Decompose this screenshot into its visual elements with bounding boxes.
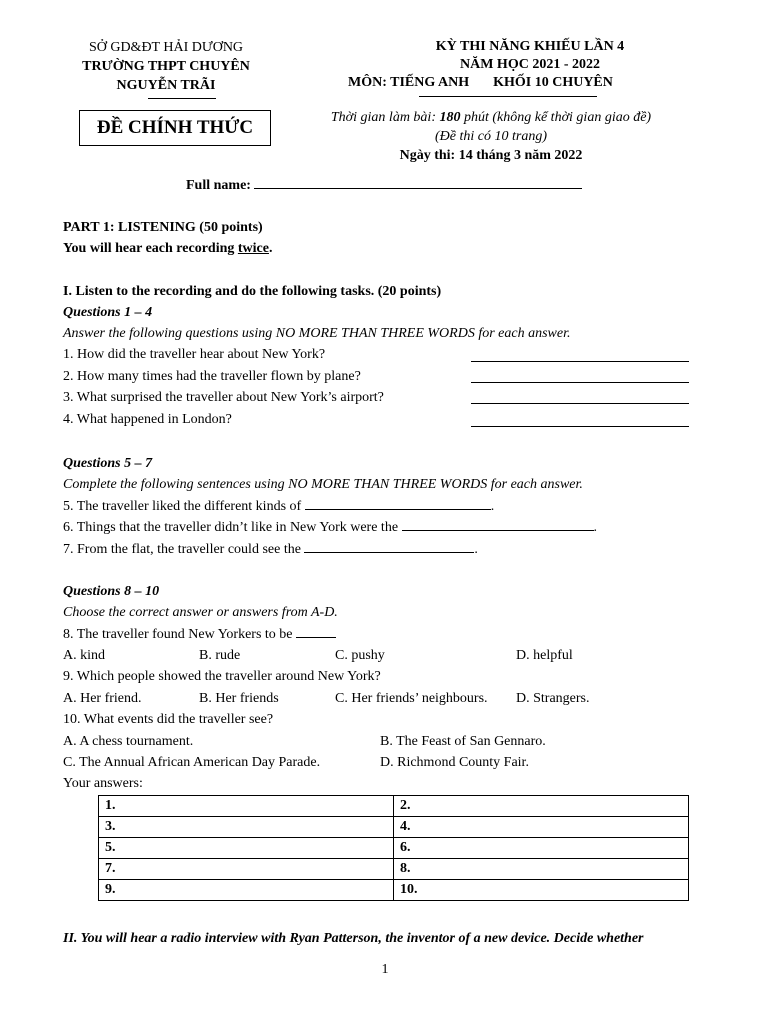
answer-cell-10[interactable]: 10. [394,880,689,901]
answer-cell-9[interactable]: 9. [99,880,394,901]
header-left-underline [148,98,216,99]
question-3: 3. What surprised the traveller about New York’s airport? [63,390,384,405]
q8-option-c: C. pushy [335,648,385,663]
question-6: 6. Things that the traveller didn’t like in New York were the . [63,516,597,537]
answer-cell-1[interactable]: 1. [99,796,394,817]
school-name-line2: NGUYỄN TRÃI [116,78,216,93]
answer-cell-5[interactable]: 5. [99,838,394,859]
answer-table-row [99,838,689,859]
q8-option-d: D. helpful [516,648,573,663]
answer-line-1[interactable] [471,361,689,362]
questions-5-7-instruction: Complete the following sentences using NO MORE THAN THREE WORDS for each answer. [63,477,583,492]
official-exam-label: ĐỀ CHÍNH THỨC [79,110,271,146]
answer-table-row [99,859,689,880]
question-5: 5. The traveller liked the different kinds of . [63,495,494,516]
answer-table-row [99,817,689,838]
question-7: 7. From the flat, the traveller could see the . [63,538,478,559]
answer-table-row [99,796,689,817]
answer-cell-2[interactable]: 2. [394,796,689,817]
full-name-field[interactable] [254,174,582,189]
question-2: 2. How many times had the traveller flown by plane? [63,369,361,384]
questions-1-4-instruction: Answer the following questions using NO MORE THAN THREE WORDS for each answer. [63,326,571,341]
your-answers-label: Your answers: [63,776,143,791]
answer-blank-7[interactable] [304,538,474,553]
answer-blank-8[interactable] [296,623,336,638]
answer-cell-3[interactable]: 3. [99,817,394,838]
q10-option-c: C. The Annual African American Day Parade. [63,755,321,770]
answer-line-4[interactable] [471,426,689,427]
school-name-line1: TRƯỜNG THPT CHUYÊN [82,59,250,74]
q9-option-b: B. Her friends [199,691,279,706]
q10-option-b: B. The Feast of San Gennaro. [380,734,546,749]
q10-option-d: D. Richmond County Fair. [380,755,529,770]
header-left [66,38,266,95]
answer-cell-7[interactable]: 7. [99,859,394,880]
subject-line [348,74,613,92]
questions-5-7-heading: Questions 5 – 7 [63,456,153,471]
header-right [330,38,730,74]
header-right-underline [419,96,597,97]
part1-title: PART 1: LISTENING (50 points) [63,220,263,235]
q8-option-b: B. rude [199,648,241,663]
question-4: 4. What happened in London? [63,412,232,427]
question-9: 9. Which people showed the traveller around New York? [63,669,381,684]
q8-option-a: A. kind [63,648,105,663]
answer-table [98,795,689,901]
q9-option-d: D. Strangers. [516,691,590,706]
answer-cell-8[interactable]: 8. [394,859,689,880]
answer-blank-5[interactable] [305,495,491,510]
exam-title: KỲ THI NĂNG KHIẾU LẦN 4 [435,39,625,54]
section1-title: I. Listen to the recording and do the following tasks. (20 points) [63,284,442,299]
answer-line-2[interactable] [471,382,689,383]
q9-option-a: A. Her friend. [63,691,142,706]
questions-8-10-instruction: Choose the correct answer or answers from A-D. [63,605,338,620]
subject: MÔN: TIẾNG ANH [348,75,470,90]
full-name-row [186,174,582,196]
exam-info [300,108,682,165]
section2-intro: II. You will hear a radio interview with Ryan Patterson, the inventor of a new device. Decide whether [63,931,644,946]
q9-option-c: C. Her friends’ neighbours. [335,691,488,706]
school-year: NĂM HỌC 2021 - 2022 [460,57,600,72]
department-name: SỞ GD&ĐT HẢI DƯƠNG [88,40,244,55]
exam-date: Ngày thi: 14 tháng 3 năm 2022 [399,148,583,163]
grade: KHỐI 10 CHUYÊN [493,75,613,90]
part1-instruction: You will hear each recording twice. [63,241,273,256]
answer-blank-6[interactable] [402,516,594,531]
answer-line-3[interactable] [471,403,689,404]
page-number: 1 [381,962,389,977]
answer-cell-6[interactable]: 6. [394,838,689,859]
exam-duration: Thời gian làm bài: 180 phút (không kể thời gian giao đề) [330,110,652,125]
question-10: 10. What events did the traveller see? [63,712,274,727]
question-1: 1. How did the traveller hear about New York? [63,347,326,362]
questions-8-10-heading: Questions 8 – 10 [63,584,160,599]
answer-table-row [99,880,689,901]
pages-note: (Đề thi có 10 trang) [435,129,547,144]
question-8: 8. The traveller found New Yorkers to be [63,623,336,644]
q10-option-a: A. A chess tournament. [63,734,194,749]
questions-1-4-heading: Questions 1 – 4 [63,305,153,320]
full-name-label: Full name: [186,178,255,193]
answer-cell-4[interactable]: 4. [394,817,689,838]
